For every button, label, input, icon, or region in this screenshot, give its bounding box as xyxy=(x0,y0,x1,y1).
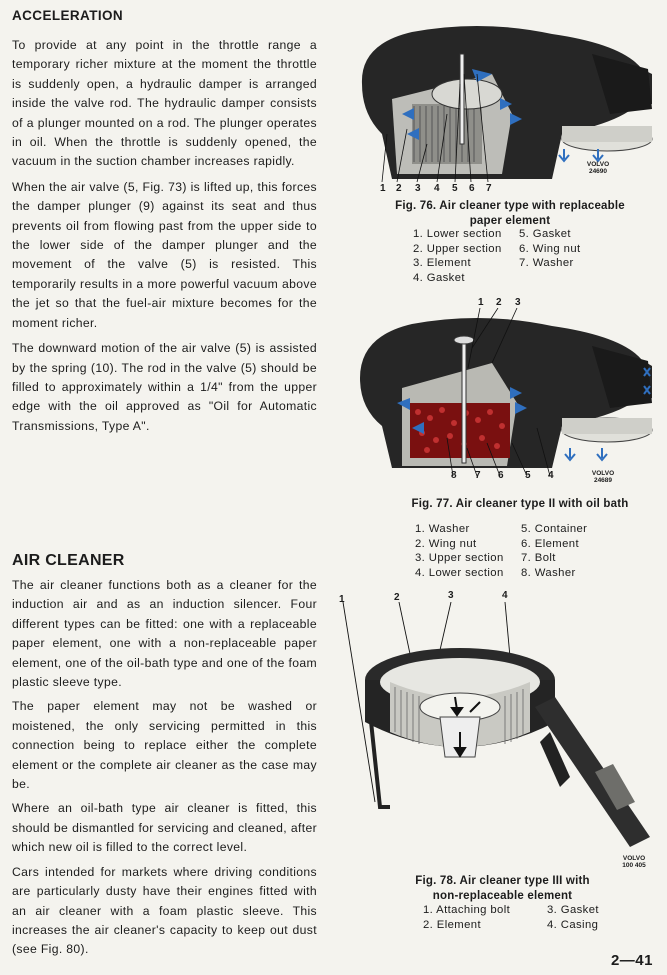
figure-77-illustration xyxy=(352,308,657,478)
fig77-callout-7: 7 xyxy=(475,470,481,481)
air-cleaner-section xyxy=(12,550,317,965)
acceleration-heading: ACCELERATION xyxy=(12,8,124,23)
fig78-volvo-mark xyxy=(614,855,654,869)
fig77-volvo-label: VOLVO xyxy=(591,470,615,477)
fig77-callout-4: 4 xyxy=(548,470,554,481)
fig78-volvo-label: VOLVO xyxy=(622,855,646,862)
legend-item: 6. Element xyxy=(521,537,580,550)
figure-76-caption-line-2: paper element xyxy=(469,215,551,227)
fig78-code-label: 100 405 xyxy=(622,862,646,869)
figure-76-caption xyxy=(370,199,650,229)
fig78-callout-4: 4 xyxy=(502,590,508,601)
figure-76-illustration xyxy=(352,14,657,184)
fig76-callout-6: 6 xyxy=(469,183,475,194)
legend-item: 2. Element xyxy=(423,918,482,931)
fig76-callout-5: 5 xyxy=(452,183,458,194)
figure-76-caption-line-1: Fig. 76. Air cleaner type with replaceable xyxy=(395,200,625,212)
fig76-volvo-label: VOLVO xyxy=(586,161,610,168)
fig77-callout-5: 5 xyxy=(525,470,531,481)
fig77-callout-8: 8 xyxy=(451,470,457,481)
fig77-callout-2: 2 xyxy=(496,297,502,308)
legend-item: 7. Bolt xyxy=(521,552,556,565)
acceleration-paragraph-1: To provide at any point in the throttle range a temporary richer mixture at the moment the throttle is suddenly open, a hydraulic damper is arranged inside the valve rod. The hydraulic damper consists of a plunger mounted on a rod. The plunger operates in oil. When the throttle is suddenly opened, the vacuum in the suction chamber increases rapidly. xyxy=(12,38,317,169)
fig76-callout-1: 1 xyxy=(380,183,386,194)
legend-item: 1. Lower section xyxy=(413,228,502,240)
figure-76-legend xyxy=(413,227,581,285)
legend-item: 3. Element xyxy=(413,257,472,270)
acceleration-section xyxy=(12,6,317,442)
fig76-volvo-mark xyxy=(578,161,618,175)
air-cleaner-paragraph-1: The air cleaner functions both as a cleaner for the induction air and as an induction silencer. Four different types can be fitted: one with a replaceable paper element, one with a non-replaceable paper element, one of the oil-bath type and one of the foam plastic sleeve type. xyxy=(12,578,317,690)
legend-item: 7. Washer xyxy=(519,257,574,270)
figure-77-legend xyxy=(415,522,587,580)
legend-row xyxy=(413,256,581,271)
figure-78-illustration xyxy=(335,602,660,847)
legend-item: 2. Wing nut xyxy=(415,537,477,550)
legend-row xyxy=(415,522,587,537)
legend-item: 3. Upper section xyxy=(415,552,504,565)
fig77-callout-1: 1 xyxy=(478,297,484,308)
figure-78-caption-line-1: Fig. 78. Air cleaner type III with xyxy=(415,875,590,887)
legend-item: 4. Casing xyxy=(547,918,599,931)
legend-item: 4. Gasket xyxy=(413,271,465,284)
fig78-callout-3: 3 xyxy=(448,590,454,601)
legend-row xyxy=(415,537,587,552)
legend-row xyxy=(413,242,581,257)
air-cleaner-paragraph-3: Where an oil-bath type air cleaner is fitted, this should be dismantled for servicing and cleaned, after which new oil is filled to the correct level. xyxy=(12,801,317,855)
legend-item: 1. Attaching bolt xyxy=(423,904,511,916)
legend-item: 8. Washer xyxy=(521,566,576,579)
fig76-code-label: 24690 xyxy=(588,168,608,175)
fig77-callout-3: 3 xyxy=(515,297,521,308)
legend-item: 6. Wing nut xyxy=(519,242,581,255)
fig76-callout-7: 7 xyxy=(486,183,492,194)
fig77-volvo-mark xyxy=(583,470,623,484)
page-number: 2—41 xyxy=(610,952,653,969)
fig78-callout-2: 2 xyxy=(394,592,400,603)
air-cleaner-paragraph-2: The paper element may not be washed or moistened, the only servicing permitted in this connection being to replace either the complete element or the complete air cleaner as the case may be. xyxy=(12,699,317,792)
legend-item: 1. Washer xyxy=(415,523,470,535)
legend-row xyxy=(423,903,599,918)
fig78-callout-1: 1 xyxy=(339,594,345,605)
legend-item: 4. Lower section xyxy=(415,566,504,579)
legend-item: 5. Gasket xyxy=(519,228,571,240)
air-cleaner-paragraph-4: Cars intended for markets where driving conditions are particularly dusty have their engines fitted with an air cleaner with a foam plastic sleeve. This increases the air cleaner's capacity to keep out dust (see Fig. 80). xyxy=(12,864,317,957)
legend-row xyxy=(423,918,599,933)
legend-row xyxy=(413,227,581,242)
figure-78-legend xyxy=(423,903,599,932)
figure-78-caption-line-2: non-replaceable element xyxy=(432,890,573,902)
legend-item: 2. Upper section xyxy=(413,242,502,255)
acceleration-paragraph-3: The downward motion of the air valve (5) is assisted by the spring (10). The rod in the valve (5) should be filled to approximately within a 1/4" from the upper edge with the oil approved as "Oil for Automatic Transmissions, Type A". xyxy=(12,341,317,433)
acceleration-paragraph-2: When the air valve (5, Fig. 73) is lifted up, this forces the damper plunger (9) against its seat and thus prevents oil from flowing past from the upper side to the lower side of the damper plunger and the movement of the valve (5) is resisted. This temporarily results in a more powerful vacuum above the jet so that the fuel-air mixture becomes for the moment richer. xyxy=(12,179,317,330)
fig76-callout-2: 2 xyxy=(396,183,402,194)
legend-item: 3. Gasket xyxy=(547,904,599,916)
legend-row xyxy=(415,566,587,581)
fig76-callout-4: 4 xyxy=(434,183,440,194)
figure-78-caption xyxy=(370,874,635,904)
air-cleaner-heading: AIR CLEANER xyxy=(12,552,125,569)
legend-row xyxy=(415,551,587,566)
legend-item: 5. Container xyxy=(521,523,588,535)
fig76-callout-3: 3 xyxy=(415,183,421,194)
figure-77-caption: Fig. 77. Air cleaner type II with oil bath xyxy=(411,498,629,510)
fig77-code-label: 24689 xyxy=(593,477,613,484)
fig77-callout-6: 6 xyxy=(498,470,504,481)
legend-row xyxy=(413,271,581,286)
